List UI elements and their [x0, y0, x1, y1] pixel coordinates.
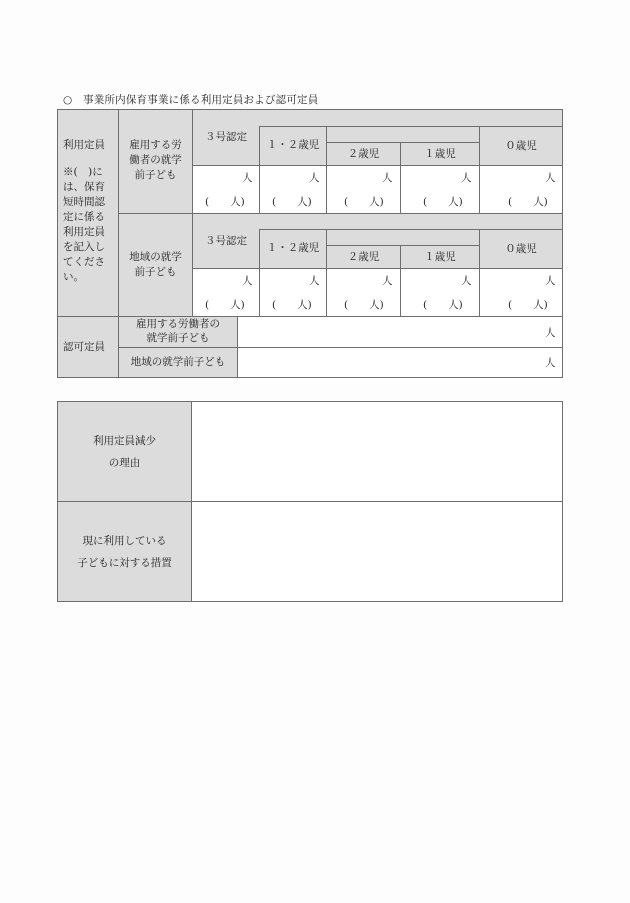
note-line: を記入し	[63, 241, 105, 253]
usage-capacity-label: 利用定員	[63, 139, 105, 151]
label-line: 前子ども	[134, 266, 177, 278]
current-children-measures-label	[57, 530, 192, 574]
unit-label: 人	[545, 357, 556, 369]
group1-age12-label: １・２歳児	[266, 139, 320, 151]
group1-age1-label: １歳児	[424, 148, 456, 160]
label-line: 利用定員減少	[93, 435, 156, 447]
label-line: 雇用する労	[129, 139, 182, 151]
group1-type3-label: ３号認定	[205, 131, 247, 143]
authorized-capacity-label: 認可定員	[63, 341, 105, 353]
label-line: 働者の就学	[129, 154, 182, 166]
unit-label: 人	[309, 275, 320, 287]
group2-age0-label: ０歳児	[505, 243, 537, 255]
group-local-children-label	[119, 250, 192, 280]
short-time-unit-label: ( 人)	[508, 196, 548, 208]
label-line: の理由	[108, 457, 141, 469]
short-time-unit-label: ( 人)	[272, 299, 312, 311]
group2-age2-label: ２歳児	[347, 251, 380, 263]
short-time-unit-label: ( 人)	[205, 299, 245, 311]
reduction-reason-input[interactable]	[191, 401, 563, 502]
group2-top-band	[192, 213, 563, 230]
unit-label: 人	[242, 275, 253, 287]
note-line: 定に係る	[63, 211, 105, 223]
group1-age0-label: ０歳児	[505, 140, 537, 152]
note-line: い。	[63, 271, 84, 283]
label-line: 雇用する労働者の	[136, 318, 220, 330]
unit-label: 人	[545, 327, 556, 339]
label-line: 就学前子ども	[146, 332, 210, 344]
short-time-unit-label: ( 人)	[344, 299, 384, 311]
short-time-unit-label: ( 人)	[508, 299, 548, 311]
short-time-unit-label: ( 人)	[344, 196, 384, 208]
label-line: 現に利用している	[82, 535, 167, 547]
note-line: てくださ	[63, 256, 105, 268]
note-line: 短時間認	[63, 196, 105, 208]
short-time-unit-label: ( 人)	[272, 196, 312, 208]
unit-label: 人	[461, 275, 472, 287]
authorized-employee-children-input[interactable]	[237, 316, 563, 348]
label-line: 地域の就学	[129, 251, 182, 263]
authorized-employee-children-label	[118, 317, 238, 345]
group1-top-band	[192, 109, 563, 127]
reduction-reason-label	[57, 430, 192, 474]
group2-age1-label: １歳児	[424, 251, 456, 263]
authorized-local-children-input[interactable]	[237, 347, 563, 378]
unit-label: 人	[242, 172, 253, 184]
unit-label: 人	[382, 275, 393, 287]
usage-capacity-note	[63, 165, 117, 285]
authorized-local-children-label: 地域の就学前子ども	[130, 356, 226, 368]
group2-type3-label: ３号認定	[205, 235, 247, 247]
short-time-unit-label: ( 人)	[423, 196, 463, 208]
note-line: は、保育	[63, 181, 105, 193]
unit-label: 人	[461, 172, 472, 184]
note-line: ※( )に	[63, 166, 103, 178]
label-line: 子どもに対する措置	[77, 557, 172, 569]
unit-label: 人	[309, 172, 320, 184]
unit-label: 人	[545, 275, 556, 287]
unit-label: 人	[545, 172, 556, 184]
short-time-unit-label: ( 人)	[423, 299, 463, 311]
current-children-measures-input[interactable]	[191, 501, 563, 602]
short-time-unit-label: ( 人)	[205, 196, 245, 208]
note-line: 利用定員	[63, 226, 105, 238]
group-employee-children-label	[119, 138, 192, 183]
section-title: ○ 事業所内保育事業に係る利用定員および認可定員	[63, 94, 319, 106]
label-line: 前子ども	[134, 169, 177, 181]
unit-label: 人	[382, 172, 393, 184]
group1-age2-label: ２歳児	[347, 148, 380, 160]
group2-age12-label: １・２歳児	[266, 242, 320, 254]
